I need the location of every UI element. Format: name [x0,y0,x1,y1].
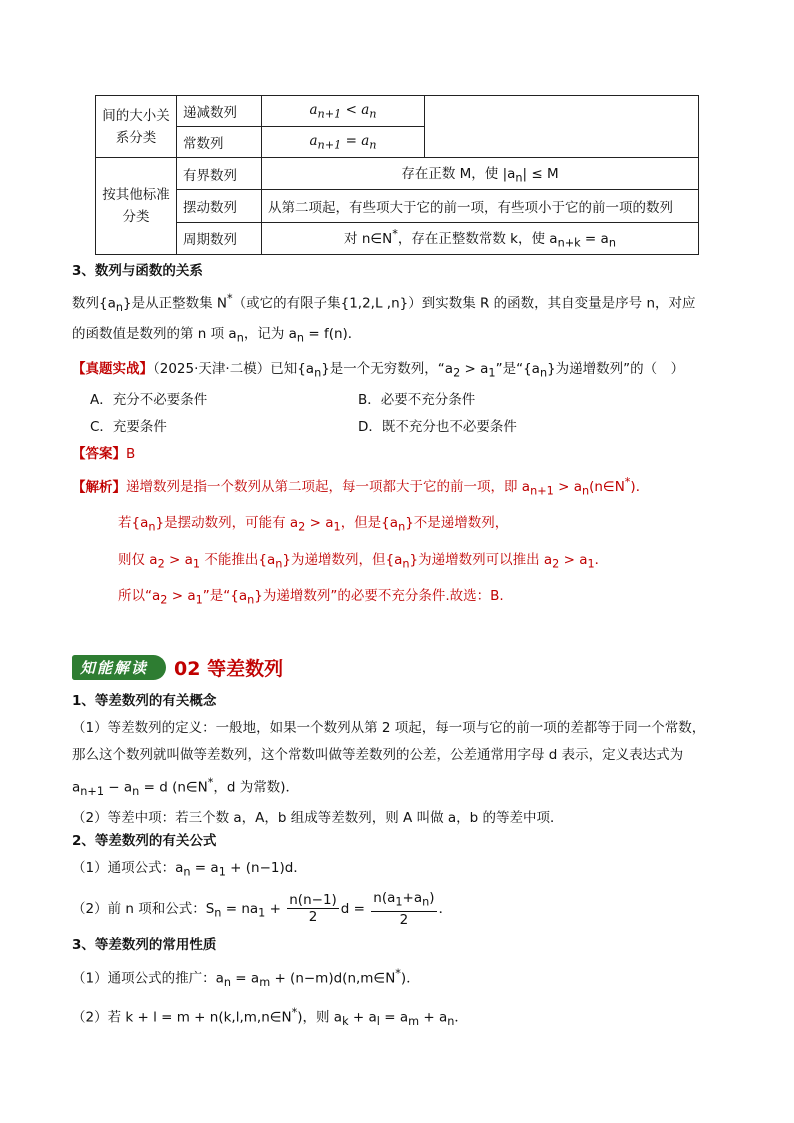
analysis-line: 所以“$a_2 > a_1$”是“$\{a_n\}$为递增数列”的必要不充分条件.故选：B. [118,588,504,607]
section-formulas [72,828,722,936]
table-row-name: 摆动数列 [177,190,262,222]
property-line: （1）通项公式的推广：$a_n = a_m$ + (n−m)d(n,m∈N*)． [72,967,420,990]
question-stem [72,356,722,387]
paragraph: 那么这个数列就叫做等差数列，这个常数叫做等差数列的公差，公差通常用字母 d 表示，定义表达式为 [72,747,684,763]
fraction-denominator: 2 [308,909,318,926]
answer-value: B [126,445,136,462]
section-function-relation [72,258,722,352]
section-heading: 3、数列与函数的关系 [72,263,203,279]
table-row-name: 递减数列 [177,96,262,127]
paragraph: （1）等差数列的定义：一般地，如果一个数列从第 2 项起，每一项与它的前一项的差都等于同一个常数， [72,720,706,736]
analysis-tag: 【解析】 [72,479,126,496]
table-row-content: 存在正数 M，使 $|a_n| \le M$ [262,158,699,190]
option-a: A．充分不必要条件 [90,391,208,408]
formula-sum [72,886,722,937]
paragraph: （2）等差中项：若三个数 a，A，b 组成等差数列，则 A 叫做 a，b 的等差中项． [72,810,564,827]
formula-sum-prefix: （2）前 n 项和公式：$S_n = na_1$ + [72,900,286,920]
banner-badge: 知能解读 [72,655,166,680]
options-row [72,414,722,441]
analysis-line [72,468,722,507]
analysis-text: 递增数列是指一个数列从第二项起，每一项都大于它的前一项，即 $a_{n+1}$ > $a_n(n\in N^*)$． [126,475,650,498]
option-c: C．充要条件 [90,418,167,435]
paragraph: 数列$\{a_n\}$是从正整数集 N*（或它的有限子集{1,2,L ,n}）到实数集 R 的函数，其自变量是序号 n，对应 [72,292,696,315]
table-row-content: $a_{n+1} < a_n$ [262,96,425,127]
table-row-name: 周期数列 [177,222,262,254]
table-row-content: $a_{n+1} = a_n$ [262,127,425,158]
table-row-content: 对 n∈N*，存在正整数常数 k，使 $a_{n+k} = a_n$ [262,222,699,254]
fraction-denominator: 2 [399,911,409,928]
formula-sum-mid: d = [340,900,370,917]
fraction [371,890,436,928]
answer-line [72,441,722,468]
formula-general-term: （1）通项公式：$a_n = a_1 + (n-1)d$． [72,860,307,879]
question-text: （2025·天津·二模）已知$\{a_n\}$是一个无穷数列，“$a_2 > a_1$”是“$\{a_n\}$为递增数列”的（ ） [153,361,685,380]
table-empty-cell [425,96,699,158]
formula-sum-suffix: ． [438,900,453,917]
table-category: 间的大小关系分类 [96,96,177,158]
property-line: （2）若 k + l = m + n(k,l,m,n∈N*)，则 $a_k + a_l = a_m + a_n$． [72,1006,468,1029]
table-row-content: 从第二项起，有些项大于它的前一项，有些项小于它的前一项的数列 [262,190,699,222]
question-tag: 【真题实战】 [72,361,153,377]
analysis-line: 若$\{a_n\}$是摆动数列，可能有 $a_2 > a_1$，但是$\{a_n\}$不是递增数列， [118,514,509,534]
classification-table [95,95,699,255]
section-banner [72,654,283,680]
options-row [72,387,722,414]
section-concepts [72,688,722,832]
option-b: B．必要不充分条件 [358,391,476,408]
fraction-numerator: n(n−1) [289,892,337,909]
banner-title: 02 等差数列 [174,657,284,680]
fraction-numerator: $n(a_1+a_n)$ [371,890,436,912]
section-properties [72,932,722,1037]
fraction [287,892,339,925]
table-category: 按其他标准分类 [96,158,177,255]
paragraph: 的函数值是数列的第 n 项 $a_n$，记为 $a_n = f(n)$． [72,326,362,345]
table-row-name: 常数列 [177,127,262,158]
section-heading: 1、等差数列的有关概念 [72,693,217,709]
section-heading: 3、等差数列的常用性质 [72,937,217,953]
section-heading: 2、等差数列的有关公式 [72,833,217,849]
analysis-line: 则仅 $a_2 > a_1$ 不能推出$\{a_n\}$为递增数列，但$\{a_n\}$为递增数列可以推出 $a_2 > a_1$． [118,551,609,571]
exam-question [72,356,722,617]
option-d: D．既不充分也不必要条件 [358,418,517,435]
paragraph: $a_{n+1} - a_n = d$ (n∈N*，d 为常数)． [72,776,300,799]
table-row-name: 有界数列 [177,158,262,190]
answer-tag: 【答案】 [72,445,126,462]
